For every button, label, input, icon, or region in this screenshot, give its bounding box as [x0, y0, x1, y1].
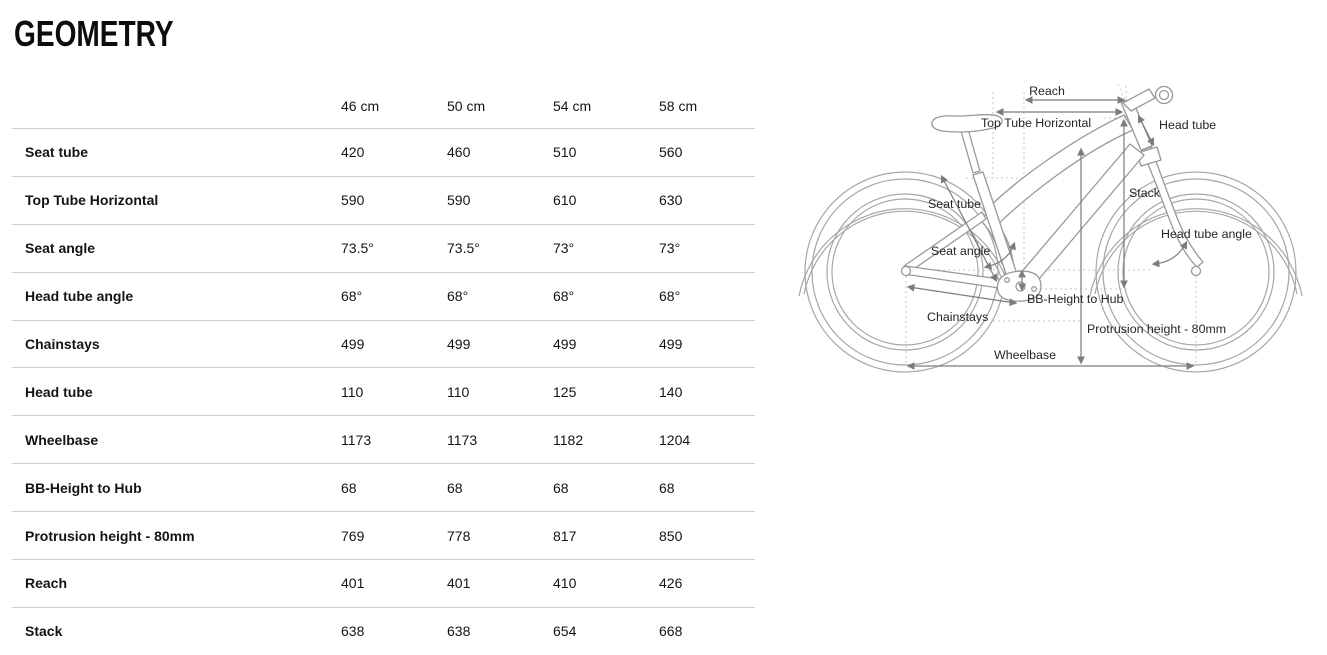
- table-row: [12, 416, 755, 464]
- row-value: 668: [659, 623, 683, 640]
- row-label: Chainstays: [25, 336, 100, 352]
- size-column-header: 46 cm: [341, 98, 380, 114]
- diagram-label-protrusion-height: Protrusion height - 80mm: [1087, 322, 1227, 336]
- row-label: Seat angle: [25, 240, 96, 257]
- table-row: [12, 368, 755, 416]
- row-label: BB-Height to Hub: [25, 479, 142, 496]
- front-hub-icon: [1192, 267, 1201, 276]
- page-title: GEOMETRY: [14, 13, 174, 54]
- row-value: 654: [553, 623, 577, 640]
- row-value: 410: [553, 575, 577, 592]
- table-row: [12, 560, 755, 608]
- row-value: 499: [553, 336, 577, 352]
- row-value: 510: [553, 144, 577, 161]
- row-value: 499: [447, 336, 471, 352]
- table-row: [12, 464, 755, 512]
- row-value: 401: [341, 575, 365, 592]
- row-value: 638: [341, 623, 365, 640]
- row-value: 1204: [659, 431, 691, 448]
- diagram-label-head-tube: Head tube: [1159, 118, 1217, 132]
- row-value: 68: [447, 479, 463, 496]
- row-label: Stack: [25, 623, 63, 640]
- diagram-label-reach: Reach: [1029, 84, 1065, 98]
- row-value: 73.5°: [341, 240, 374, 257]
- row-value: 638: [447, 623, 471, 640]
- row-value: 73°: [553, 240, 575, 257]
- row-value: 1173: [447, 431, 478, 448]
- row-value: 401: [447, 575, 471, 592]
- size-column-header: 50 cm: [447, 98, 486, 114]
- row-value: 560: [659, 144, 683, 161]
- bike-geometry-diagram: [795, 70, 1327, 385]
- row-value: 68: [659, 479, 675, 496]
- row-value: 1173: [341, 431, 372, 448]
- row-value: 426: [659, 575, 683, 592]
- row-value: 630: [659, 192, 683, 209]
- row-label: Wheelbase: [25, 431, 99, 448]
- row-label: Seat tube: [25, 144, 89, 161]
- table-row: [12, 177, 755, 225]
- rear-hub-icon: [902, 267, 911, 276]
- row-value: 850: [659, 527, 683, 544]
- diagram-label-seat-angle: Seat angle: [931, 244, 991, 258]
- diagram-label-head-tube-angle: Head tube angle: [1161, 227, 1252, 241]
- row-label: Head tube: [25, 383, 93, 400]
- row-value: 590: [447, 192, 471, 209]
- diagram-label-top-tube-horizontal: Top Tube Horizontal: [980, 116, 1092, 130]
- row-value: 140: [659, 383, 683, 400]
- row-value: 778: [447, 527, 471, 544]
- row-value: 610: [553, 192, 577, 209]
- row-value: 68°: [659, 288, 681, 305]
- row-value: 769: [341, 527, 365, 544]
- row-label: Protrusion height - 80mm: [25, 527, 195, 544]
- diagram-label-seat-tube: Seat tube: [928, 197, 982, 211]
- row-value: 499: [341, 336, 365, 352]
- table-row: [12, 608, 755, 655]
- row-value: 68: [553, 479, 569, 496]
- row-value: 590: [341, 192, 365, 209]
- row-label: Head tube angle: [25, 288, 134, 305]
- size-column-header: 54 cm: [553, 98, 592, 114]
- table-row: [12, 273, 755, 321]
- row-value: 420: [341, 144, 365, 161]
- bike-diagram-svg: [795, 70, 1327, 385]
- diagram-label-wheelbase: Wheelbase: [994, 348, 1056, 362]
- table-row: [12, 512, 755, 560]
- row-value: 110: [447, 383, 470, 400]
- row-value: 73°: [659, 240, 681, 257]
- row-value: 68: [341, 479, 357, 496]
- size-column-header: 58 cm: [659, 98, 698, 114]
- row-value: 1182: [553, 431, 584, 448]
- row-label: Top Tube Horizontal: [25, 192, 159, 209]
- row-value: 125: [553, 383, 577, 400]
- row-value: 110: [341, 383, 364, 400]
- diagram-label-stack: Stack: [1129, 186, 1160, 200]
- table-row: [12, 225, 755, 273]
- row-value: 499: [659, 336, 683, 352]
- row-value: 73.5°: [447, 240, 480, 257]
- row-value: 68°: [341, 288, 363, 305]
- row-value: 817: [553, 527, 577, 544]
- table-row: [12, 129, 755, 177]
- row-value: 460: [447, 144, 471, 161]
- row-value: 68°: [553, 288, 575, 305]
- table-header-row: [12, 84, 755, 129]
- geometry-table: [12, 84, 755, 655]
- diagram-label-bb-height-to-hub: BB-Height to Hub: [1027, 292, 1124, 306]
- table-row: [12, 321, 755, 369]
- row-value: 68°: [447, 288, 469, 305]
- row-label: Reach: [25, 575, 68, 592]
- diagram-label-chainstays: Chainstays: [927, 310, 989, 324]
